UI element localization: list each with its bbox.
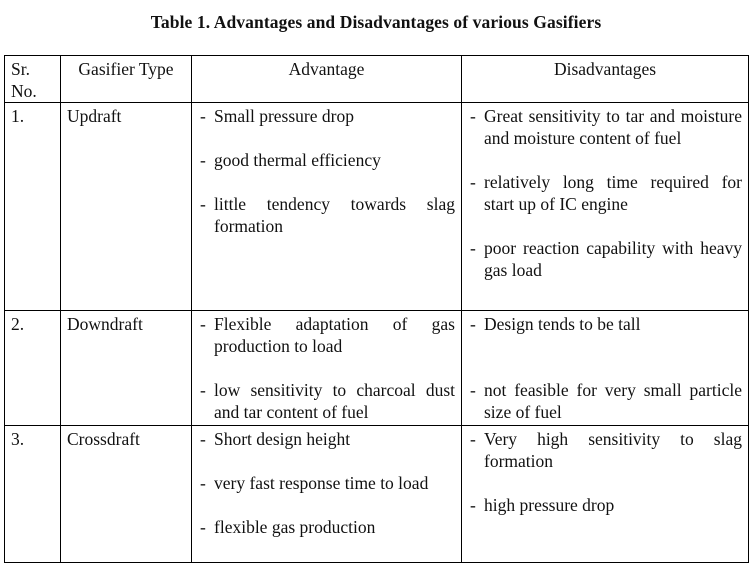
disadvantage-item: - poor reaction capability with heavy gas load bbox=[468, 237, 742, 281]
table-title: Table 1. Advantages and Disadvantages of various Gasifiers bbox=[150, 12, 602, 32]
gasifier-comparison-table bbox=[4, 55, 749, 563]
row-disadvantages bbox=[462, 103, 749, 311]
disadvantage-item: - Great sensitivity to tar and moisture and moisture content of fuel bbox=[468, 105, 742, 149]
table-row-updraft bbox=[5, 103, 749, 311]
advantage-item: - good thermal efficiency bbox=[198, 149, 455, 171]
advantage-item: - very fast response time to load bbox=[198, 472, 455, 494]
disadvantage-item: - Design tends to be tall bbox=[468, 313, 742, 335]
row-sr-no: 2. bbox=[5, 311, 61, 426]
disadvantage-item: - Very high sensitivity to slag formation bbox=[468, 428, 742, 472]
header-advantage: Advantage bbox=[192, 56, 462, 103]
advantage-item: - Flexible adaptation of gas production to load bbox=[198, 313, 455, 357]
row-sr-no: 1. bbox=[5, 103, 61, 311]
row-disadvantages bbox=[462, 426, 749, 563]
advantage-item: - little tendency towards slag formation bbox=[198, 193, 455, 237]
row-gasifier-type: Crossdraft bbox=[61, 426, 192, 563]
header-disadvantages: Disadvantages bbox=[462, 56, 749, 103]
table-row-downdraft bbox=[5, 311, 749, 426]
advantage-item: - low sensitivity to charcoal dust and tar content of fuel bbox=[198, 379, 455, 423]
row-sr-no: 3. bbox=[5, 426, 61, 563]
advantage-item: - flexible gas production bbox=[198, 516, 455, 538]
table-row-crossdraft bbox=[5, 426, 749, 563]
row-advantages bbox=[192, 103, 462, 311]
advantage-item: - Short design height bbox=[198, 428, 455, 450]
row-disadvantages bbox=[462, 311, 749, 426]
header-gasifier-type: Gasifier Type bbox=[61, 56, 192, 103]
disadvantage-item: - not feasible for very small particle size of fuel bbox=[468, 379, 742, 423]
row-gasifier-type: Downdraft bbox=[61, 311, 192, 426]
disadvantage-item: - relatively long time required for start up of IC engine bbox=[468, 171, 742, 215]
header-sr-no: Sr. No. bbox=[5, 56, 61, 103]
advantage-item: - Small pressure drop bbox=[198, 105, 455, 127]
row-gasifier-type: Updraft bbox=[61, 103, 192, 311]
header-row bbox=[5, 56, 749, 103]
row-advantages bbox=[192, 311, 462, 426]
disadvantage-item: - high pressure drop bbox=[468, 494, 742, 516]
row-advantages bbox=[192, 426, 462, 563]
